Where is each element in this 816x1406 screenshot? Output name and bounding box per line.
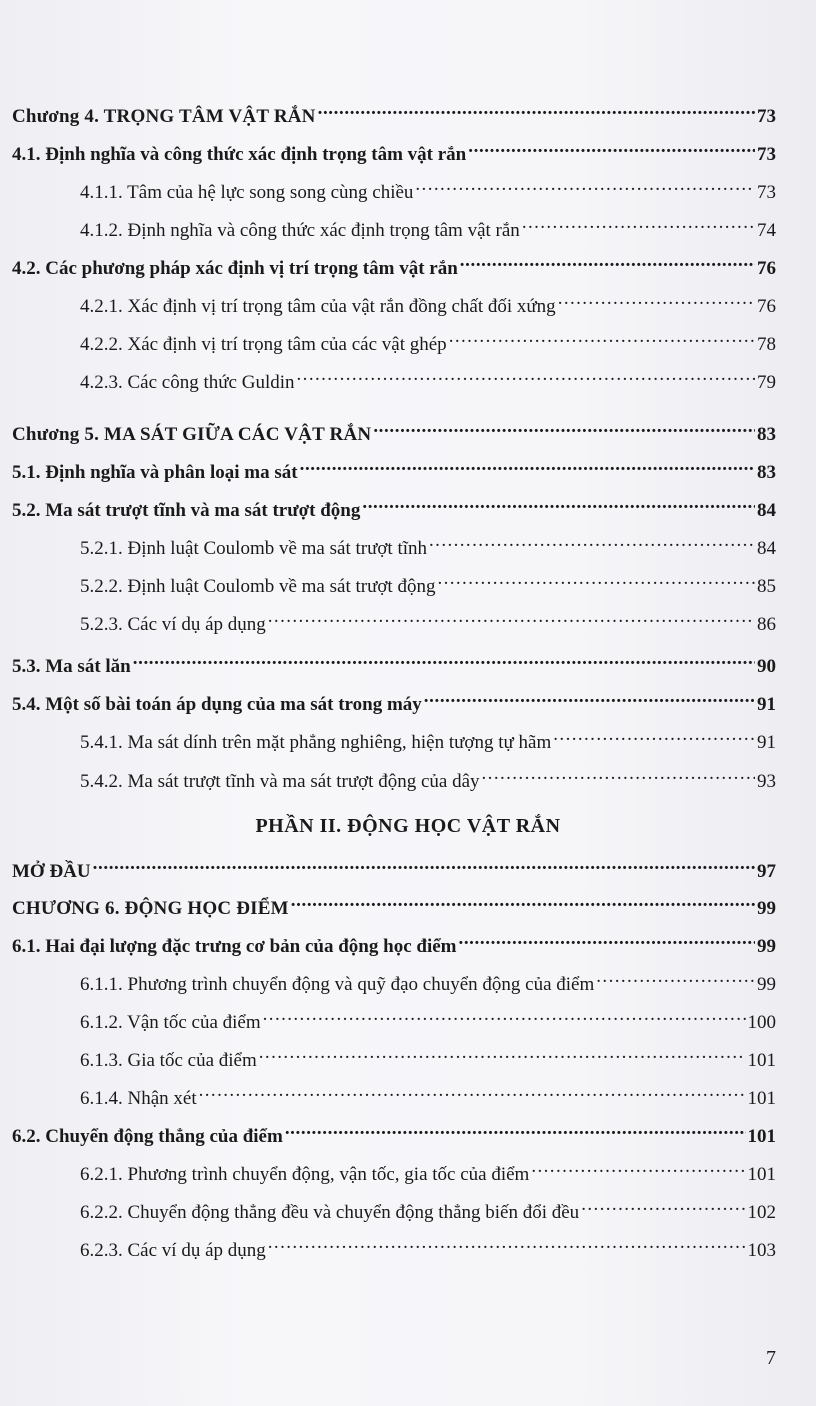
toc-page-number: 73: [757, 182, 776, 203]
toc-entry-5-4[interactable]: [12, 686, 776, 717]
toc-label: 6.1.3. Gia tốc của điểm: [80, 1050, 257, 1071]
toc-page-number: 101: [747, 1164, 776, 1185]
dot-leader: [297, 364, 755, 388]
toc-entry-5-4-1[interactable]: [80, 724, 776, 755]
toc-entry-6-1-4[interactable]: [80, 1080, 776, 1111]
toc-entry-6-2-3[interactable]: [80, 1232, 776, 1263]
toc-page-number: 102: [747, 1202, 776, 1223]
toc-label: 4.1. Định nghĩa và công thức xác định trọng tâm vật rắn: [12, 144, 467, 165]
toc-page-number: 99: [757, 974, 776, 995]
dot-leader: [424, 686, 755, 710]
dot-leader: [531, 1156, 745, 1180]
toc-page-number: 97: [757, 861, 776, 882]
dot-leader: [263, 1004, 746, 1028]
toc-entry-6-1-2[interactable]: [80, 1004, 776, 1035]
dot-leader: [522, 212, 755, 236]
dot-leader: [558, 288, 755, 312]
toc-label: 6.1.4. Nhận xét: [80, 1088, 197, 1109]
toc-page-number: 101: [747, 1088, 776, 1109]
dot-leader: [482, 763, 755, 787]
toc-label: Chương 4. TRỌNG TÂM VẬT RẮN: [12, 106, 316, 127]
toc-entry-5-2-2[interactable]: [80, 568, 776, 599]
toc-page-number: 74: [757, 220, 776, 241]
toc-entry-4-1-2[interactable]: [80, 212, 776, 243]
toc-label: 4.2.1. Xác định vị trí trọng tâm của vật rắn đồng chất đối xứng: [80, 296, 556, 317]
toc-page-number: 91: [757, 732, 776, 753]
toc-entry-4-2-3[interactable]: [80, 364, 776, 395]
dot-leader: [300, 454, 755, 478]
toc-page-number: 76: [757, 258, 776, 279]
toc-label: 5.2.2. Định luật Coulomb về ma sát trượt động: [80, 576, 436, 597]
dot-leader: [268, 1232, 746, 1256]
toc-entry-5-4-2[interactable]: [80, 763, 776, 794]
toc-label: 4.2.2. Xác định vị trí trọng tâm của các vật ghép: [80, 334, 447, 355]
dot-leader: [133, 648, 755, 672]
toc-entry-chapter-6[interactable]: [12, 890, 776, 921]
dot-leader: [468, 136, 755, 160]
toc-page-number: 83: [757, 462, 776, 483]
toc-page-number: 76: [757, 296, 776, 317]
toc-entry-chapter-5[interactable]: [12, 416, 776, 447]
toc-label: 6.2. Chuyển động thẳng của điểm: [12, 1126, 283, 1147]
toc-label: MỞ ĐẦU: [12, 861, 91, 882]
dot-leader: [93, 853, 755, 877]
toc-page-number: 79: [757, 372, 776, 393]
toc-label: 6.2.1. Phương trình chuyển động, vận tốc, gia tốc của điểm: [80, 1164, 530, 1185]
dot-leader: [437, 568, 755, 592]
dot-leader: [259, 1042, 746, 1066]
toc-entry-4-1[interactable]: [12, 136, 776, 167]
toc-label: CHƯƠNG 6. ĐỘNG HỌC ĐIỂM: [12, 898, 289, 919]
toc-page-number: 85: [757, 576, 776, 597]
dot-leader: [268, 606, 755, 630]
dot-leader: [449, 326, 755, 350]
dot-leader: [362, 492, 755, 516]
toc-page-number: 73: [757, 144, 776, 165]
dot-leader: [460, 250, 755, 274]
toc-page-number: 91: [757, 694, 776, 715]
toc-label: 4.1.1. Tâm của hệ lực song song cùng chiều: [80, 182, 414, 203]
toc-page-number: 101: [747, 1126, 776, 1147]
toc-entry-5-2-1[interactable]: [80, 530, 776, 561]
toc-label: 4.2.3. Các công thức Guldin: [80, 372, 295, 393]
toc-entry-6-2[interactable]: [12, 1118, 776, 1149]
toc-entry-6-2-1[interactable]: [80, 1156, 776, 1187]
toc-entry-4-1-1[interactable]: [80, 174, 776, 205]
dot-leader: [285, 1118, 746, 1142]
page-number: 7: [766, 1347, 776, 1369]
toc-page-number: 99: [757, 936, 776, 957]
toc-entry-6-2-2[interactable]: [80, 1194, 776, 1225]
toc-entry-6-1-3[interactable]: [80, 1042, 776, 1073]
toc-label: 6.1.2. Vận tốc của điểm: [80, 1012, 261, 1033]
dot-leader: [596, 966, 755, 990]
toc-label: 4.2. Các phương pháp xác định vị trí trọng tâm vật rắn: [12, 258, 458, 279]
dot-leader: [553, 724, 755, 748]
toc-page-number: 101: [747, 1050, 776, 1071]
toc-label: 5.2.1. Định luật Coulomb về ma sát trượt tĩnh: [80, 538, 428, 559]
toc-entry-5-1[interactable]: [12, 454, 776, 485]
toc-label: 5.4.1. Ma sát dính trên mặt phẳng nghiêng, hiện tượng tự hãm: [80, 732, 552, 753]
toc-entry-chapter-4[interactable]: [12, 98, 776, 129]
dot-leader: [581, 1194, 745, 1218]
toc-label: 5.2.3. Các ví dụ áp dụng: [80, 614, 266, 635]
toc-label: 5.1. Định nghĩa và phân loại ma sát: [12, 462, 298, 483]
toc-label: 5.2. Ma sát trượt tĩnh và ma sát trượt động: [12, 500, 361, 521]
toc-label: 6.1.1. Phương trình chuyển động và quỹ đạo chuyển động của điểm: [80, 974, 595, 995]
part-heading: PHẦN II. ĐỘNG HỌC VẬT RẮN: [255, 815, 561, 837]
toc-label: 6.2.2. Chuyển động thẳng đều và chuyển động thẳng biến đổi đều: [80, 1202, 580, 1223]
toc-page-number: 103: [747, 1240, 776, 1261]
toc-page-number: 90: [757, 656, 776, 677]
toc-page-number: 99: [757, 898, 776, 919]
toc-entry-5-2[interactable]: [12, 492, 776, 523]
dot-leader: [373, 416, 755, 440]
toc-entry-intro[interactable]: [12, 853, 776, 884]
toc-entry-4-2-2[interactable]: [80, 326, 776, 357]
toc-page-number: 93: [757, 771, 776, 792]
dot-leader: [199, 1080, 746, 1104]
toc-page-number: 78: [757, 334, 776, 355]
dot-leader: [291, 890, 755, 914]
toc-label: 5.3. Ma sát lăn: [12, 656, 131, 677]
toc-label: Chương 5. MA SÁT GIỮA CÁC VẬT RẮN: [12, 424, 372, 445]
toc-label: 5.4.2. Ma sát trượt tĩnh và ma sát trượt động của dây: [80, 771, 480, 792]
dot-leader: [458, 928, 755, 952]
toc-page-number: 100: [747, 1012, 776, 1033]
dot-leader: [318, 98, 755, 122]
toc-label: 6.1. Hai đại lượng đặc trưng cơ bản của động học điểm: [12, 936, 457, 957]
toc-entry-5-3[interactable]: [12, 648, 776, 679]
toc-label: 4.1.2. Định nghĩa và công thức xác định trọng tâm vật rắn: [80, 220, 520, 241]
toc-page-number: 73: [757, 106, 776, 127]
toc-entry-6-1[interactable]: [12, 928, 776, 959]
toc-page-number: 86: [757, 614, 776, 635]
toc-page-number: 83: [757, 424, 776, 445]
dot-leader: [429, 530, 755, 554]
toc-entry-6-1-1[interactable]: [80, 966, 776, 997]
toc-entry-4-2-1[interactable]: [80, 288, 776, 319]
toc-page-number: 84: [757, 500, 776, 521]
toc-label: 5.4. Một số bài toán áp dụng của ma sát trong máy: [12, 694, 422, 715]
toc-entry-4-2[interactable]: [12, 250, 776, 281]
toc-label: 6.2.3. Các ví dụ áp dụng: [80, 1240, 266, 1261]
toc-entry-5-2-3[interactable]: [80, 606, 776, 637]
dot-leader: [415, 174, 755, 198]
toc-page-number: 84: [757, 538, 776, 559]
